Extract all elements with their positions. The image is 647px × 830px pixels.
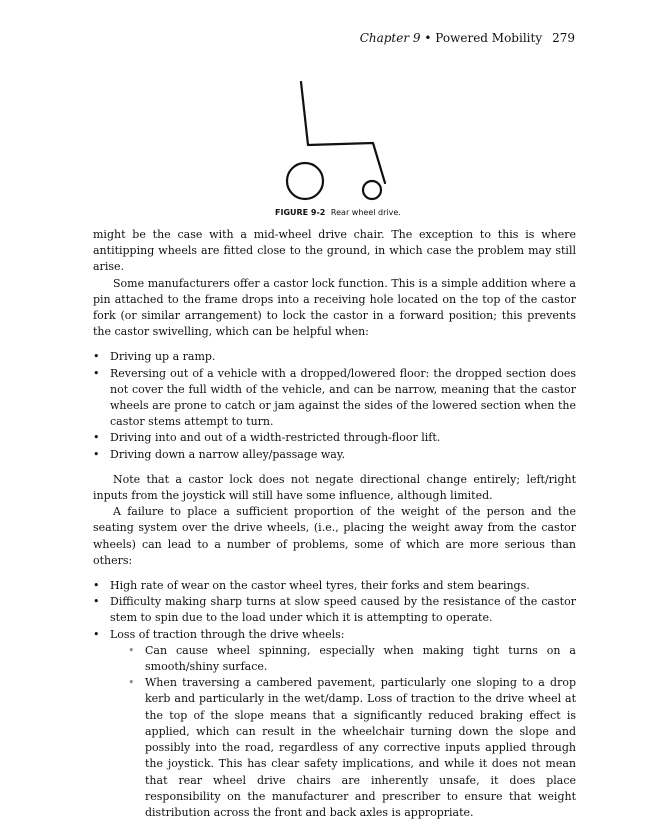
figure-caption-text: Rear wheel drive. [330, 208, 401, 217]
body-text [93, 227, 576, 830]
page-number: 279 [552, 31, 575, 45]
running-header [360, 31, 575, 45]
figure-caption [275, 208, 401, 217]
list-item: • Driving up a ramp. [93, 349, 576, 365]
traction-sublist [110, 643, 576, 821]
rear-wheel-drive-diagram [270, 75, 400, 205]
rear-drive-wheel [287, 163, 323, 199]
header-separator: • [420, 31, 436, 45]
paragraph: Some manufacturers offer a castor lock function. This is a simple addition where a pin attached to the frame drops into a receiving hole located on the top of the castor fork (or similar arrangement) to lock the castor in a forward position; this prevents the castor swivelling, which can be helpful when: [93, 276, 576, 339]
list-item-text: Loss of traction through the drive wheels: [110, 627, 345, 641]
list-item: • Difficulty making sharp turns at slow speed caused by the resistance of the castor stem to spin due to the load under which it is attempting to operate. [93, 594, 576, 626]
paragraph: might be the case with a mid-wheel drive chair. The exception to this is where antitipping wheels are fitted close to the ground, in which case the problem may still arise. [93, 228, 576, 274]
sublist-item: • When traversing a cambered pavement, particularly one sloping to a drop kerb and particularly in the wet/damp. Loss of traction to the drive wheel at the top of the slope means that a significantly reduced braking effect is applied, which can result in the wheelchair turning down the slope and possibly into the road, regardless of any corrective inputs applied through the joystick. This has clear safety implications, and while it does not mean that rear wheel drive chairs are inherently unsafe, it does place responsibility on the manufacturer and prescriber to ensure that weight distribution across the front and back axles is appropriate. [110, 675, 576, 821]
weight-problems-list [93, 578, 576, 821]
list-item [93, 627, 576, 821]
header-title: Powered Mobility [435, 31, 543, 45]
paragraph: A failure to place a sufficient proportion of the weight of the person and the seating system over the drive wheels, (i.e., placing the weight away from the castor wheels) can lead to a number of problems, some of which are more serious than others: [93, 505, 576, 567]
chair-frame-line [301, 82, 385, 183]
list-item: • Driving down a narrow alley/passage way. [93, 447, 576, 463]
list-item: • Reversing out of a vehicle with a dropped/lowered floor: the dropped section does not cover the full width of the vehicle, and can be narrow, meaning that the castor wheels are prone to catch or jam against the sides of the lowered section when the castor stems attempt to turn. [93, 366, 576, 431]
castor-lock-uses-list [93, 349, 576, 462]
header-chapter: Chapter 9 [359, 31, 421, 45]
front-castor-wheel [363, 181, 381, 199]
figure-label: FIGURE 9-2 [275, 208, 326, 217]
list-item: • Driving into and out of a width-restricted through-floor lift. [93, 430, 576, 446]
paragraph: Note that a castor lock does not negate directional change entirely; left/right inputs from the joystick will still have some influence, although limited. [93, 472, 576, 503]
sublist-item: • Can cause wheel spinning, especially when making tight turns on a smooth/shiny surface. [110, 643, 576, 675]
list-item: • High rate of wear on the castor wheel tyres, their forks and stem bearings. [93, 578, 576, 594]
